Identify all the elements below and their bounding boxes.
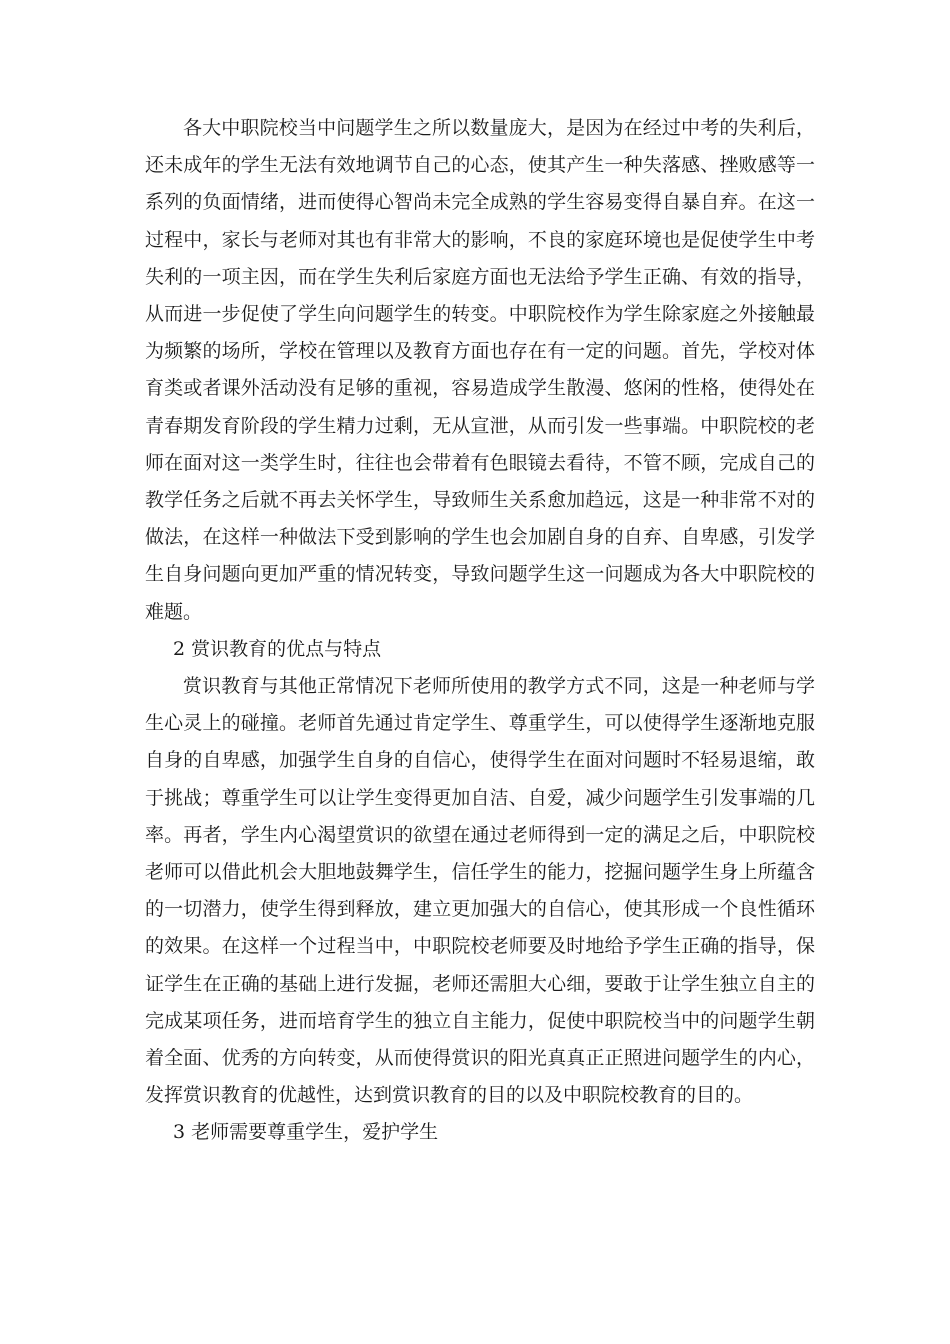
document-body: [145, 110, 815, 1152]
section-heading-appreciation-education: 2 赏识教育的优点与特点: [173, 637, 382, 660]
paragraph-problem-students-causes: 各大中职院校当中问题学生之所以数量庞大，是因为在经过中考的失利后，还未成年的学生无法有效地调节自己的心态，使其产生一种失落感、挫败感等一系列的负面情绪，进而使得心智尚未完全成熟的学生容易变得自暴自弃。在这一过程中，家长与老师对其也有非常大的影响，不良的家庭环境也是促使学生中考失利的一项主因，而在学生失利后家庭方面也无法给予学生正确、有效的指导，从而进一步促使了学生向问题学生的转变。中职院校作为学生除家庭之外接触最为频繁的场所，学校在管理以及教育方面也存在有一定的问题。首先，学校对体育类或者课外活动没有足够的重视，容易造成学生散漫、悠闲的性格，使得处在青春期发育阶段的学生精力过剩，无从宣泄，从而引发一些事端。中职院校的老师在面对这一类学生时，往往也会带着有色眼镜去看待，不管不顾，完成自己的教学任务之后就不再去关怀学生，导致师生关系愈加趋远，这是一种非常不对的做法，在这样一种做法下受到影响的学生也会加剧自身的自弃、自卑感，引发学生自身问题向更加严重的情况转变，导致问题学生这一问题成为各大中职院校的难题。: [145, 117, 815, 623]
paragraph-appreciation-education: 赏识教育与其他正常情况下老师所使用的教学方式不同，这是一种老师与学生心灵上的碰撞。老师首先通过肯定学生、尊重学生，可以使得学生逐渐地克服自身的自卑感，加强学生自身的自信心，使得学生在面对问题时不轻易退缩，敢于挑战；尊重学生可以让学生变得更加自洁、自爱，减少问题学生引发事端的几率。再者，学生内心渴望赏识的欲望在通过老师得到一定的满足之后，中职院校老师可以借此机会大胆地鼓舞学生，信任学生的能力，挖掘问题学生身上所蕴含的一切潜力，使学生得到释放，建立更加强大的自信心，使其形成一个良性循环的效果。在这样一个过程当中，中职院校老师要及时地给予学生正确的指导，保证学生在正确的基础上进行发掘，老师还需胆大心细，要敢于让学生独立自主的完成某项任务，进而培育学生的独立自主能力，促使中职院校当中的问题学生朝着全面、优秀的方向转变，从而使得赏识的阳光真真正正照进问题学生的内心，发挥赏识教育的优越性，达到赏识教育的目的以及中职院校教育的目的。: [145, 675, 815, 1107]
section-heading-respect-students: 3 老师需要尊重学生，爱护学生: [173, 1121, 439, 1144]
